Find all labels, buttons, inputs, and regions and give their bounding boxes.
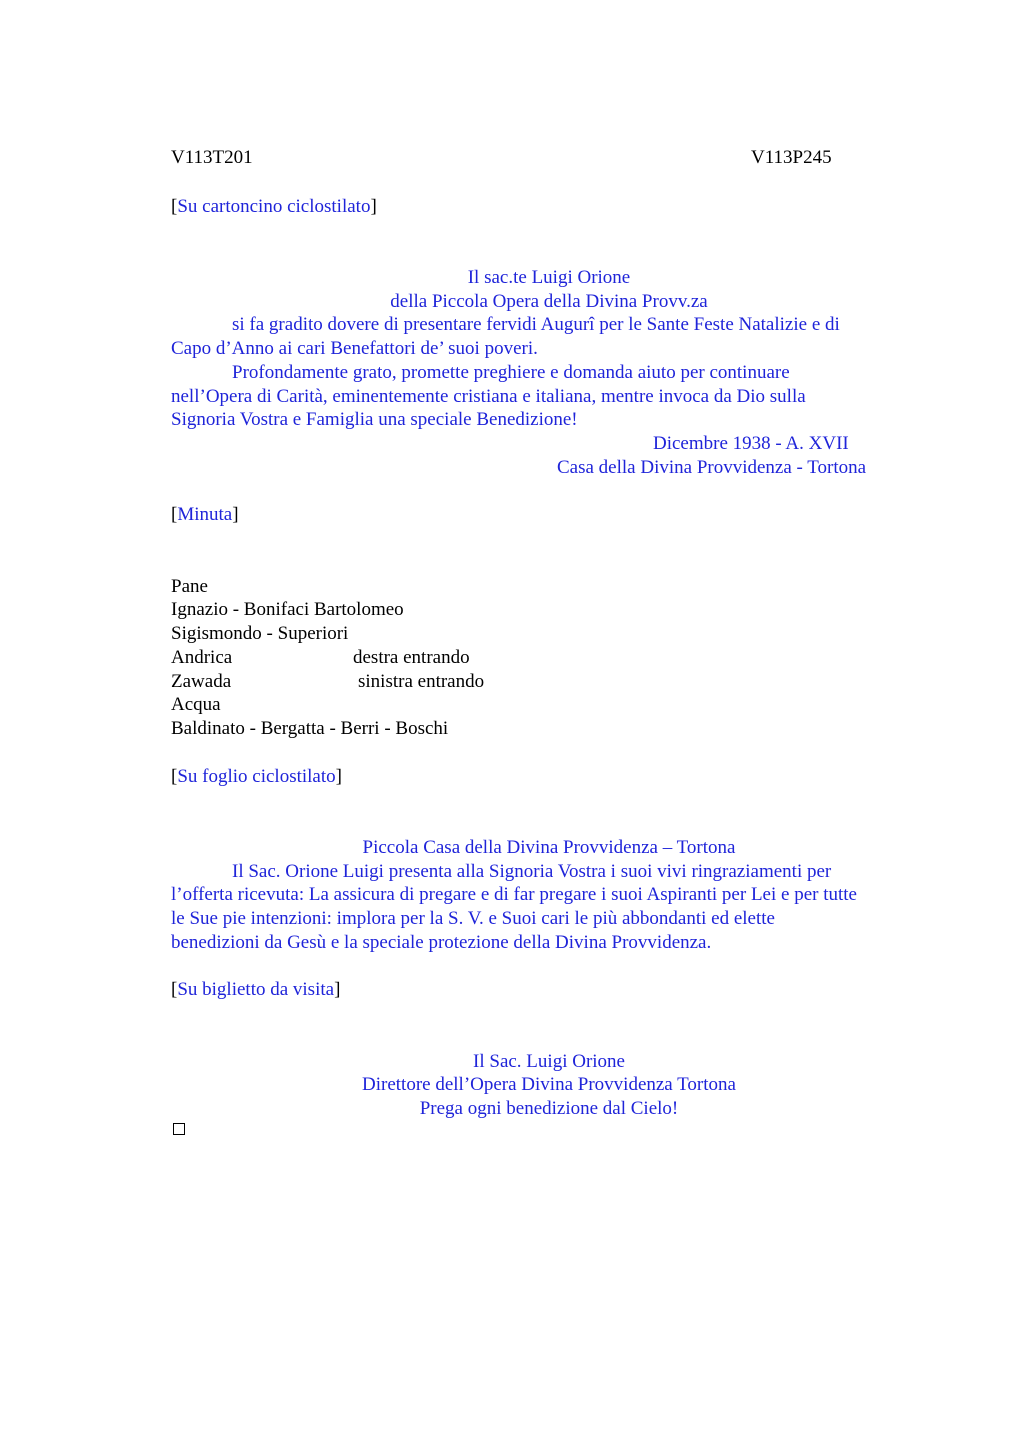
minuta-line: Ignazio - Bonifaci Bartolomeo <box>171 599 404 620</box>
bracket-close: ] <box>370 196 377 217</box>
card-paragraph-1-line-2: Capo d’Anno ai cari Benefattori de’ suoi poveri. <box>171 338 538 359</box>
visiting-card-line-1: Il Sac. Luigi Orione <box>473 1051 625 1072</box>
editorial-note-2 <box>171 503 239 527</box>
visiting-card-line-3: Prega ogni benedizione dal Cielo! <box>419 1098 679 1119</box>
minuta-line-note: destra entrando <box>353 647 470 668</box>
card-title-line-1: Il sac.te Luigi Orione <box>467 267 631 288</box>
editorial-note-4 <box>171 978 340 1002</box>
card-paragraph-2-line-1: Profondamente grato, promette preghiere e domanda aiuto per continuare <box>232 362 790 383</box>
sheet-paragraph-line-1: Il Sac. Orione Luigi presenta alla Signoria Vostra i suoi vivi ringraziamenti per <box>232 861 832 882</box>
minuta-line: Zawada <box>171 671 232 692</box>
visiting-card-line-2: Direttore dell’Opera Divina Provvidenza Tortona <box>362 1074 736 1095</box>
minuta-line: Andrica <box>171 647 233 668</box>
editorial-note-3 <box>171 765 342 789</box>
note-text: Su cartoncino ciclostilato <box>177 196 371 217</box>
minuta-line: Baldinato - Bergatta - Berri - Boschi <box>171 718 449 739</box>
note-text: Minuta <box>177 504 233 525</box>
minuta-line: Acqua <box>171 694 221 715</box>
sheet-title: Piccola Casa della Divina Provvidenza – Tortona <box>362 837 736 858</box>
bracket-open: [ <box>171 504 178 525</box>
bracket-close: ] <box>232 504 239 525</box>
document-code-right: V113P245 <box>751 147 832 168</box>
note-text: Su biglietto da visita <box>177 979 335 1000</box>
card-date: Dicembre 1938 - A. XVII <box>653 433 849 454</box>
card-paragraph-2-line-2: nell’Opera di Carità, eminentemente cristiana e italiana, mentre invoca da Dio sulla <box>171 386 806 407</box>
minuta-line: Pane <box>171 576 208 597</box>
bracket-open: [ <box>171 196 178 217</box>
minuta-line: Sigismondo - Superiori <box>171 623 349 644</box>
editorial-note-1 <box>171 195 377 219</box>
bracket-open: [ <box>171 766 178 787</box>
document-code-left: V113T201 <box>171 147 253 168</box>
bracket-close: ] <box>334 979 341 1000</box>
note-text: Su foglio ciclostilato <box>177 766 336 787</box>
bracket-open: [ <box>171 979 178 1000</box>
bracket-close: ] <box>335 766 342 787</box>
end-box-icon <box>173 1123 185 1135</box>
card-paragraph-2-line-3: Signoria Vostra e Famiglia una speciale Benedizione! <box>171 409 578 430</box>
card-title-line-2: della Piccola Opera della Divina Provv.za <box>390 291 708 312</box>
sheet-paragraph-line-3: le Sue pie intenzioni: implora per la S. V. e Suoi cari le più abbondanti ed elette <box>171 908 775 929</box>
sheet-paragraph-line-4: benedizioni da Gesù e la speciale protezione della Divina Provvidenza. <box>171 932 712 953</box>
card-paragraph-1-line-1: si fa gradito dovere di presentare fervidi Augurî per le Sante Feste Natalizie e di <box>232 314 840 335</box>
sheet-paragraph-line-2: l’offerta ricevuta: La assicura di pregare e di far pregare i suoi Aspiranti per Lei e per tutte <box>171 884 857 905</box>
card-place: Casa della Divina Provvidenza - Tortona <box>557 457 867 478</box>
minuta-line-note: sinistra entrando <box>358 671 485 692</box>
